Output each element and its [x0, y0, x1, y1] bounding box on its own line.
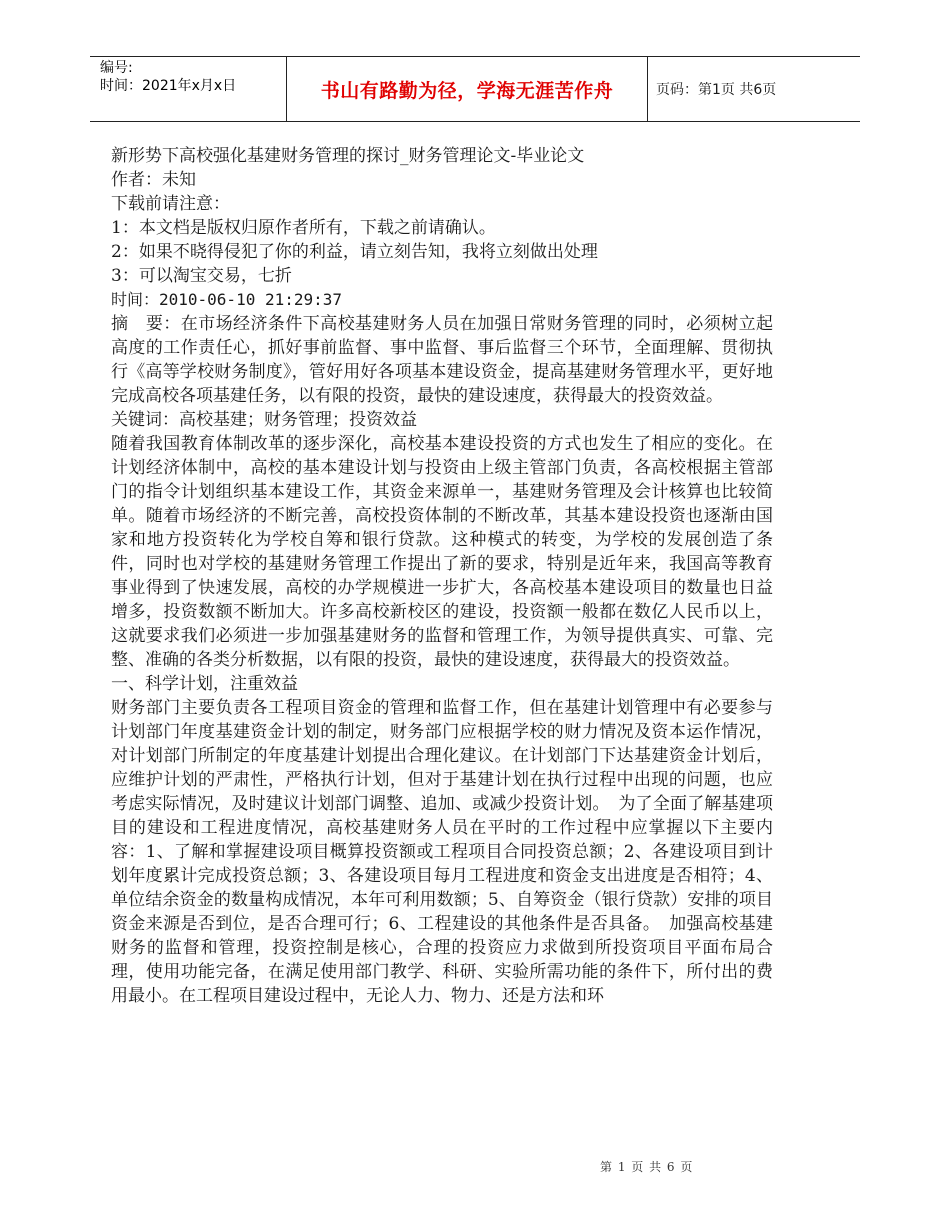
notice-item-2: 2：如果不晓得侵犯了你的利益，请立刻告知，我将立刻做出处理: [111, 242, 598, 262]
notice-item-1: 1：本文档是版权归原作者所有，下载之前请确认。: [111, 218, 496, 238]
page-footer: 第 1 页 共 6 页: [600, 1160, 694, 1174]
document-body: [111, 144, 773, 1008]
notice-title: 下载前请注意：: [111, 194, 230, 214]
section-heading-1: 一、科学计划，注重效益: [111, 674, 298, 694]
header-page-info: 页码：第1页 共6页: [656, 82, 777, 98]
notice-item-3: 3：可以淘宝交易，七折: [111, 266, 292, 286]
keywords: 关键词：高校基建；财务管理；投资效益: [111, 410, 417, 430]
abstract: 摘 要：在市场经济条件下高校基建财务人员在加强日常财务管理的同时，必须树立起高度的工作责任心，抓好事前监督、事中监督、事后监督三个环节，全面理解、贯彻执行《高等学校财务制度》，管好用好各项基本建设资金，提高基建财务管理水平，更好地完成高校各项基建任务，以有限的投资，最快的建设速度，获得最大的投资效益。: [111, 314, 773, 406]
header-meta: [90, 57, 286, 121]
document-title: 新形势下高校强化基建财务管理的探讨_财务管理论文-毕业论文: [111, 146, 585, 166]
document-time: 时间：2010-06-10 21:29:37: [111, 290, 343, 309]
page-header: [90, 56, 860, 122]
paragraph-1: 随着我国教育体制改革的逐步深化，高校基本建设投资的方式也发生了相应的变化。在计划经济体制中，高校的基本建设计划与投资由上级主管部门负责，各高校根据主管部门的指令计划组织基本建设工作，其资金来源单一，基建财务管理及会计核算也比较简单。随着市场经济的不断完善，高校投资体制的不断改革，其基本建设投资也逐渐由国家和地方投资转化为学校自筹和银行贷款。这种模式的转变，为学校的发展创造了条件，同时也对学校的基建财务管理工作提出了新的要求，特别是近年来，我国高等教育事业得到了快速发展，高校的办学规模进一步扩大，各高校基本建设项目的数量也日益增多，投资数额不断加大。许多高校新校区的建设，投资额一般都在数亿人民币以上，这就要求我们必须进一步加强基建财务的监督和管理工作，为领导提供真实、可靠、完整、准确的各类分析数据，以有限的投资，最快的建设速度，获得最大的投资效益。: [111, 434, 773, 670]
date-label: 时间：2021年x月x日: [100, 78, 237, 94]
code-label: 编号:: [100, 60, 133, 76]
paragraph-2: 财务部门主要负责各工程项目资金的管理和监督工作，但在基建计划管理中有必要参与计划部门年度基建资金计划的制定，财务部门应根据学校的财力情况及资本运作情况，对计划部门所制定的年度基建计划提出合理化建议。在计划部门下达基建资金计划后，应维护计划的严肃性，严格执行计划，但对于基建计划在执行过程中出现的问题，也应考虑实际情况，及时建议计划部门调整、追加、或减少投资计划。 为了全面了解基建项目的建设和工程进度情况，高校基建财务人员在平时的工作过程中应掌握以下主要内容：1、了解和掌握建设项目概算投资额或工程项目合同投资总额；2、各建设项目到计划年度累计完成投资总额；3、各建设项目每月工程进度和资金支出进度是否相符；4、单位结余资金的数量构成情况，本年可利用数额；5、自筹资金（银行贷款）安排的项目资金来源是否到位，是否合理可行；6、工程建设的其他条件是否具备。 加强高校基建财务的监督和管理，投资控制是核心，合理的投资应力求做到所投资项目平面布局合理，使用功能完备，在满足使用部门教学、科研、实验所需功能的条件下，所付出的费用最小。在工程项目建设过程中，无论人力、物力、还是方法和环: [111, 698, 773, 1006]
header-motto: 书山有路勤为径，学海无涯苦作舟: [286, 57, 648, 121]
document-author: 作者：未知: [111, 170, 196, 190]
